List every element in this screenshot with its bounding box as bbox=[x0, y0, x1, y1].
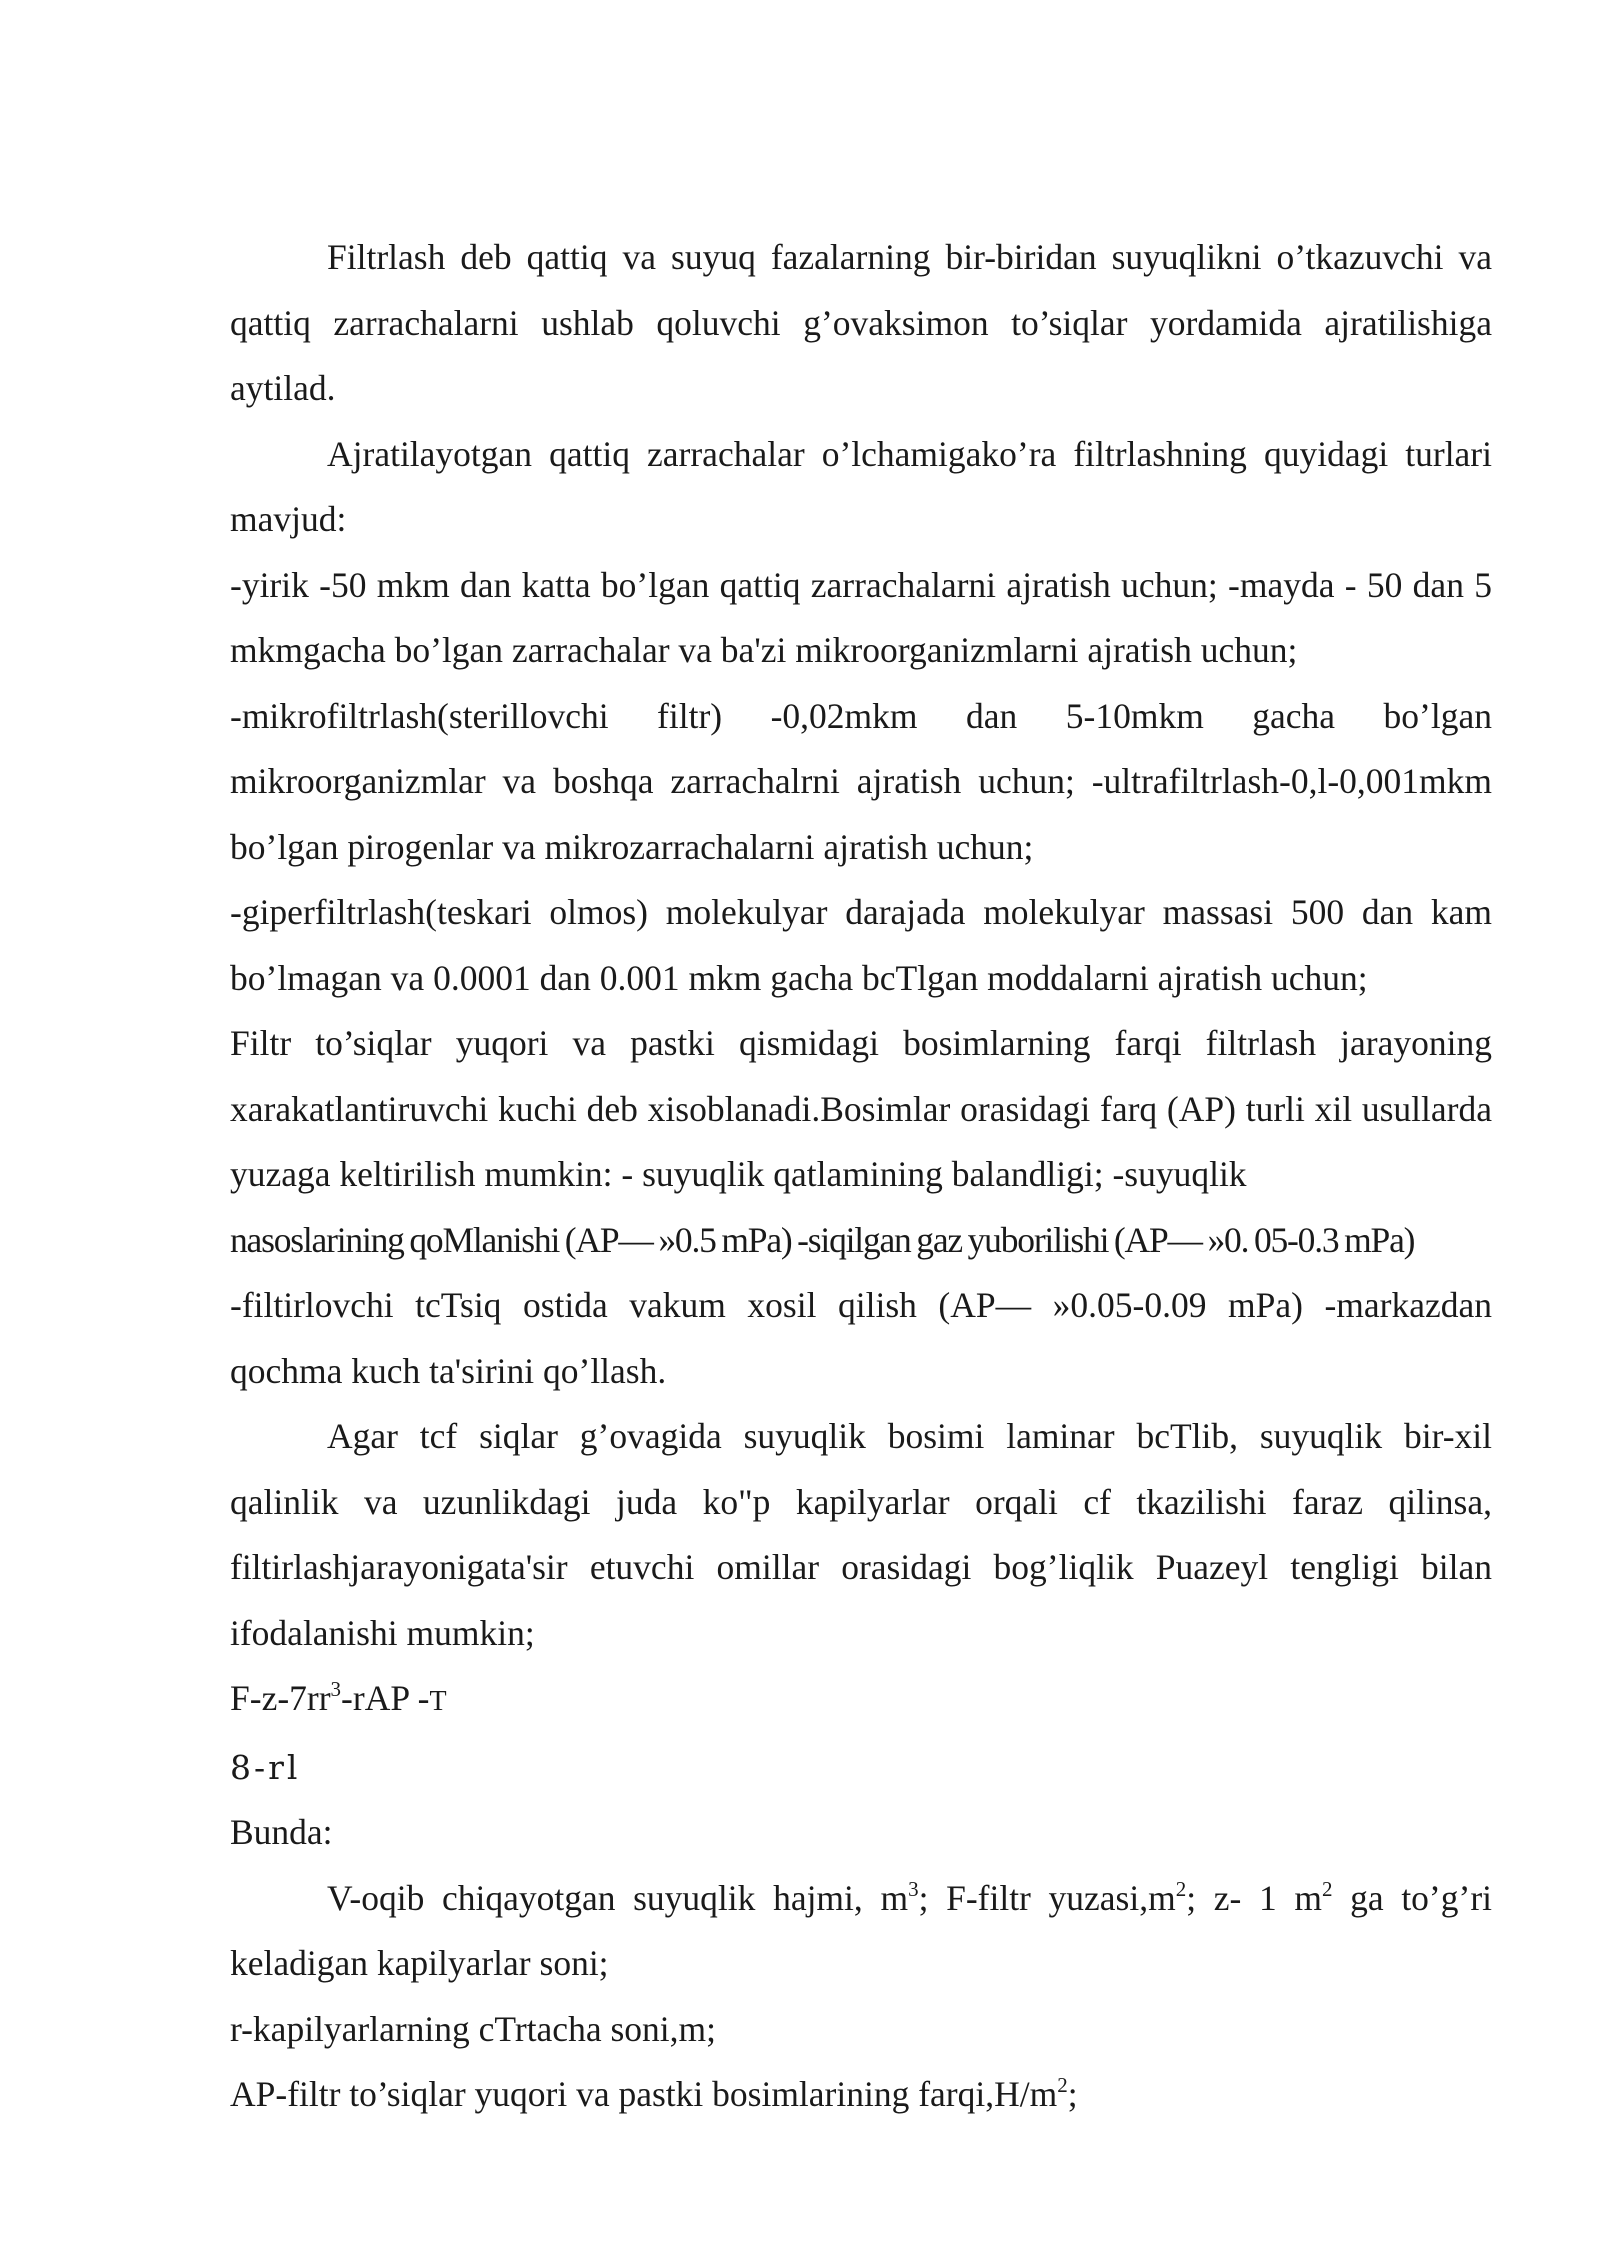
paragraph-filtration-types-intro: Ajratilayotgan qattiq zarrachalar o’lchamigako’ra filtrlashning quyidagi turlari mavjud: bbox=[230, 433, 1492, 539]
bunda-label: Bunda: bbox=[230, 1812, 333, 1852]
formula-numerator-part3: T bbox=[429, 1686, 447, 1717]
definition-pressure-tail: ; bbox=[1067, 2074, 1078, 2114]
definition-pressure-exponent: 2 bbox=[1057, 2073, 1068, 2097]
definition-radius: r-kapilyarlarning cTrtacha soni,m; bbox=[230, 2008, 716, 2049]
definition-volume-exponent: 3 bbox=[908, 1876, 919, 1901]
paragraph-hyperfiltration: -giperfiltrlash(teskari olmos) molekulyar darajada molekulyar massasi 500 dan kam bo’lmagan va 0.0001 dan 0.001 mkm gacha bcTlgan moddalarni ajratish uchun; bbox=[230, 892, 1492, 998]
formula-exponent: 3 bbox=[330, 1677, 342, 1701]
paragraph-micro-ultra-filtration: -mikrofiltrlash(sterillovchi filtr) -0,02mkm dan 5-10mkm gacha bo’lgan mikroorganizmlar va boshqa zarrachalrni ajratish uchun; -ultrafiltrlash-0,l-0,001mkm bo’lgan pirogenlar va mikrozarrachalarni ajratish uchun; bbox=[230, 695, 1492, 867]
formula-numerator-part2: -rAP - bbox=[341, 1678, 430, 1718]
driving-force-vacuum-centrifugal: -filtirlovchi tcTsiq ostida vakum xosil qilish (AP— »0.05-0.09 mPa) -markazdan qochma kuch ta'sirini qo’llash. bbox=[230, 1285, 1492, 1391]
definition-count-text: ; z- 1 m bbox=[1186, 1877, 1322, 1918]
definition-count-exponent: 2 bbox=[1322, 1876, 1333, 1901]
paragraph-poiseuille-intro: Agar tcf siqlar g’ovagida suyuqlik bosimi laminar bcTlib, suyuqlik bir-xil qalinlik va uzunlikdagi juda ko"p kapilyarlar orqali cf tkazilishi faraz qilinsa, filtirlashjarayonigata'sir etuvchi omillar orasidagi bog’liqlik Puazeyl tengligi bilan ifodalanishi mumkin; bbox=[230, 1416, 1492, 1653]
definition-area-text: ; F-filtr yuzasi,m bbox=[918, 1877, 1176, 1918]
formula-denominator: 8-rl bbox=[230, 1747, 301, 1787]
formula-numerator bbox=[230, 1666, 1492, 1735]
definition-volume-area-count bbox=[230, 1866, 1492, 1997]
paragraph-driving-force bbox=[230, 1011, 1492, 1404]
formula-numerator-part1: F-z-7rr bbox=[230, 1678, 331, 1718]
paragraph-coarse-fine-filtration: -yirik -50 mkm dan katta bo’lgan qattiq zarrachalarni ajratish uchun; -mayda - 50 dan 5 mkmgacha bo’lgan zarrachalar va ba'zi mikroorganizmlarni ajratish uchun; bbox=[230, 564, 1492, 670]
definition-count-tail: ga to’g’ri keladigan kapilyarlar soni; bbox=[230, 1877, 1493, 1983]
paragraph-filtration-definition: Filtrlash deb qattiq va suyuq fazalarning bir-biridan suyuqlikni o’tkazuvchi va qattiq zarrachalarni ushlab qoluvchi g’ovaksimon to’siqlar yordamida ajratilishiga aytilad. bbox=[230, 237, 1492, 408]
definition-pressure-text: AP-filtr to’siqlar yuqori va pastki bosimlarining farqi,H/m bbox=[230, 2074, 1058, 2114]
definition-volume-text: V-oqib chiqayotgan suyuqlik hajmi, m bbox=[327, 1877, 909, 1918]
definition-pressure-difference bbox=[230, 2062, 1492, 2128]
driving-force-pumps-gas-line: nasoslarining qoMlanishi (AP— »0.5 mPa) -siqilgan gaz yuborilishi (AP— »0. 05-0.3 mPa) bbox=[230, 1219, 1415, 1260]
definition-area-exponent: 2 bbox=[1175, 1876, 1187, 1901]
document-page bbox=[230, 225, 1492, 2128]
driving-force-text: Filtr to’siqlar yuqori va pastki qismidagi bosimlarning farqi filtrlash jarayoning xarakatlantiruvchi kuchi deb xisoblanadi.Bosimlar orasidagi farq (AP) turli xil usullarda yuzaga keltirilish mumkin: - suyuqlik qatlamining balandligi; -suyuqlik bbox=[230, 1023, 1492, 1194]
